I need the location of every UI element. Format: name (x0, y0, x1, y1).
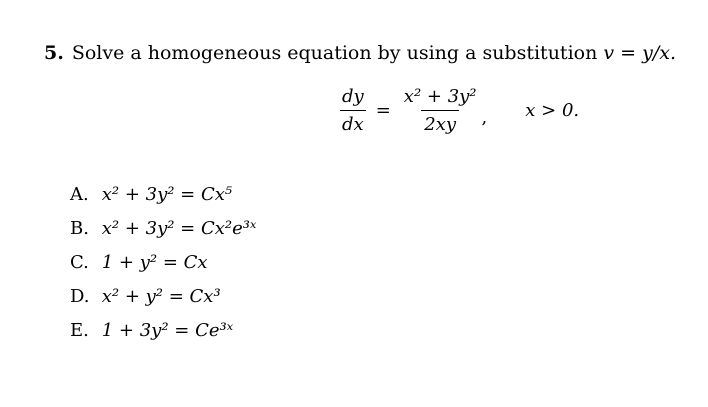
question-number: 5. (44, 42, 64, 64)
choice-label: D. (70, 286, 90, 307)
answer-choices (70, 178, 256, 348)
rhs-denominator: 2xy (421, 110, 459, 135)
rhs-fraction (401, 86, 480, 135)
choice-label: A. (70, 184, 89, 205)
equals-sign: = (375, 100, 391, 121)
choice-expression: x² + y² = Cx³ (101, 286, 221, 307)
question-text: Solve a homogeneous equation by using a substitution (71, 42, 598, 64)
lhs-numerator: dy (342, 86, 364, 107)
choice-expression: 1 + 3y² = Ce³ˣ (101, 320, 234, 341)
differential-equation (340, 86, 579, 135)
choice-b[interactable] (70, 212, 256, 246)
question-prompt (44, 42, 676, 64)
choice-e[interactable] (70, 314, 256, 348)
choice-label: C. (70, 252, 89, 273)
substitution-expression: v = y/x. (603, 42, 676, 64)
choice-expression: 1 + y² = Cx (101, 252, 208, 273)
lhs-fraction (340, 86, 366, 135)
rhs-numerator: x² + 3y² (403, 86, 477, 107)
lhs-denominator: dx (340, 110, 366, 135)
choice-label: B. (70, 218, 89, 239)
choice-label: E. (70, 320, 89, 341)
choice-expression: x² + 3y² = Cx⁵ (101, 184, 233, 205)
equation-comma: , (481, 107, 488, 128)
choice-a[interactable] (70, 178, 256, 212)
choice-expression: x² + 3y² = Cx²e³ˣ (101, 218, 257, 239)
choice-d[interactable] (70, 280, 256, 314)
domain-condition: x > 0. (525, 100, 580, 121)
choice-c[interactable] (70, 246, 256, 280)
